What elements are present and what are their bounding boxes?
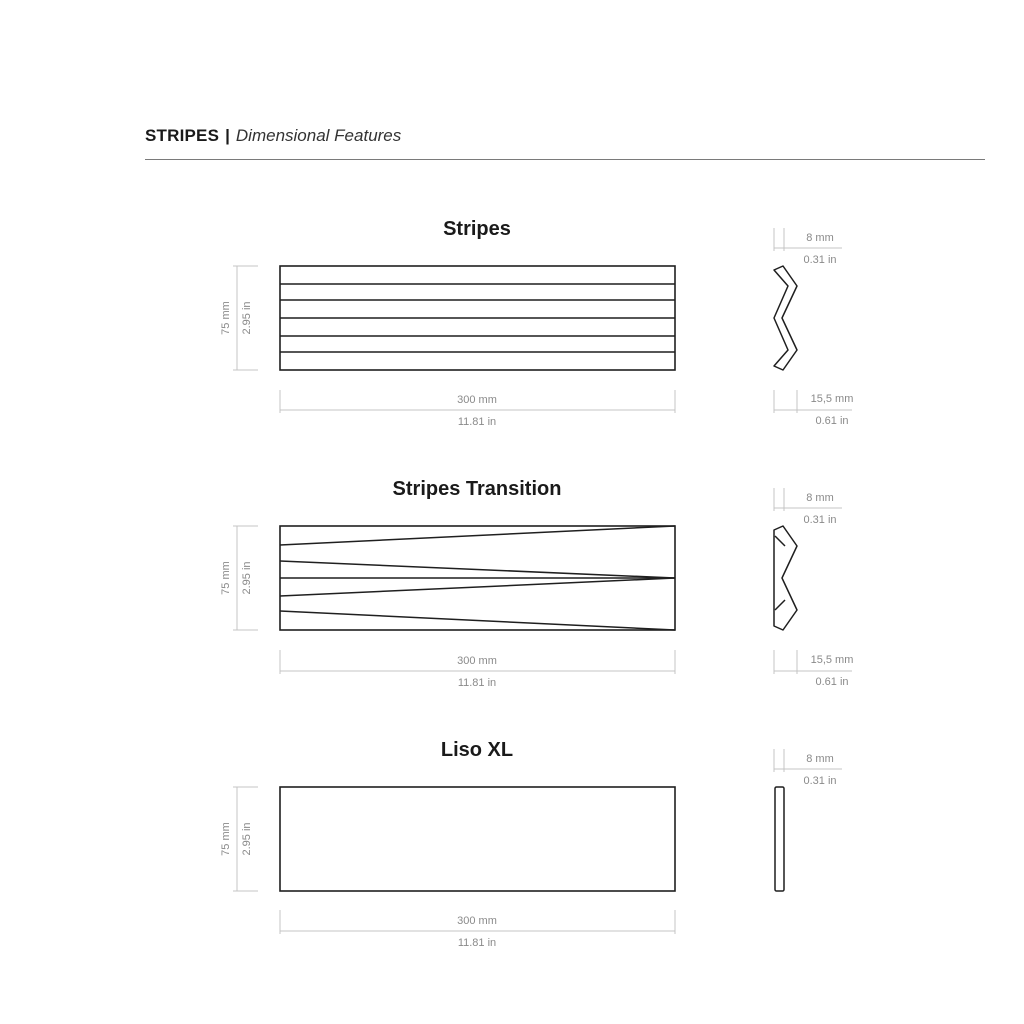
relief-mm-label: 15,5 mm [810, 654, 854, 666]
width-in-label: 11.81 in [457, 937, 497, 949]
thickness-dimension [774, 228, 842, 266]
width-in-label: 11.81 in [457, 677, 497, 689]
height-in-label: 2.95 in [241, 822, 253, 856]
tile-stripes [220, 218, 853, 428]
tile-title: Stripes [443, 218, 511, 240]
header-subtitle: Dimensional Features [235, 126, 402, 145]
relief-in-label: 0.61 in [815, 676, 849, 688]
header-brand: STRIPES [145, 126, 220, 145]
width-mm-label: 300 mm [457, 655, 497, 667]
tile-title: Stripes Transition [392, 478, 562, 500]
tile-profile-view [774, 526, 797, 630]
relief-dimension [774, 650, 853, 688]
height-in-label: 2.95 in [241, 561, 253, 595]
tile-stripes-transition [220, 478, 853, 689]
height-mm-label: 75 mm [220, 561, 232, 595]
thickness-in-label: 0.31 in [803, 514, 837, 526]
width-mm-label: 300 mm [457, 394, 497, 406]
thickness-mm-label: 8 mm [806, 492, 834, 504]
height-mm-label: 75 mm [220, 301, 232, 335]
width-in-label: 11.81 in [457, 416, 497, 428]
thickness-in-label: 0.31 in [803, 775, 837, 787]
thickness-mm-label: 8 mm [806, 232, 834, 244]
height-dimension [220, 526, 258, 630]
header-separator: | [225, 126, 230, 145]
tile-profile-view [775, 787, 784, 891]
thickness-dimension [774, 749, 842, 787]
width-mm-label: 300 mm [457, 915, 497, 927]
height-dimension [220, 787, 258, 891]
tile-liso-xl [220, 739, 842, 949]
relief-in-label: 0.61 in [815, 415, 849, 427]
thickness-in-label: 0.31 in [803, 254, 837, 266]
thickness-dimension [774, 488, 842, 526]
tile-title: Liso XL [440, 739, 514, 761]
width-dimension [280, 390, 675, 428]
width-dimension [280, 910, 675, 949]
height-mm-label: 75 mm [220, 822, 232, 856]
relief-mm-label: 15,5 mm [810, 393, 854, 405]
tile-front-view [280, 787, 675, 891]
height-in-label: 2.95 in [241, 301, 253, 335]
height-dimension [220, 266, 258, 370]
width-dimension [280, 650, 675, 689]
tile-profile-view [774, 266, 797, 370]
thickness-mm-label: 8 mm [806, 753, 834, 765]
relief-dimension [774, 390, 853, 427]
